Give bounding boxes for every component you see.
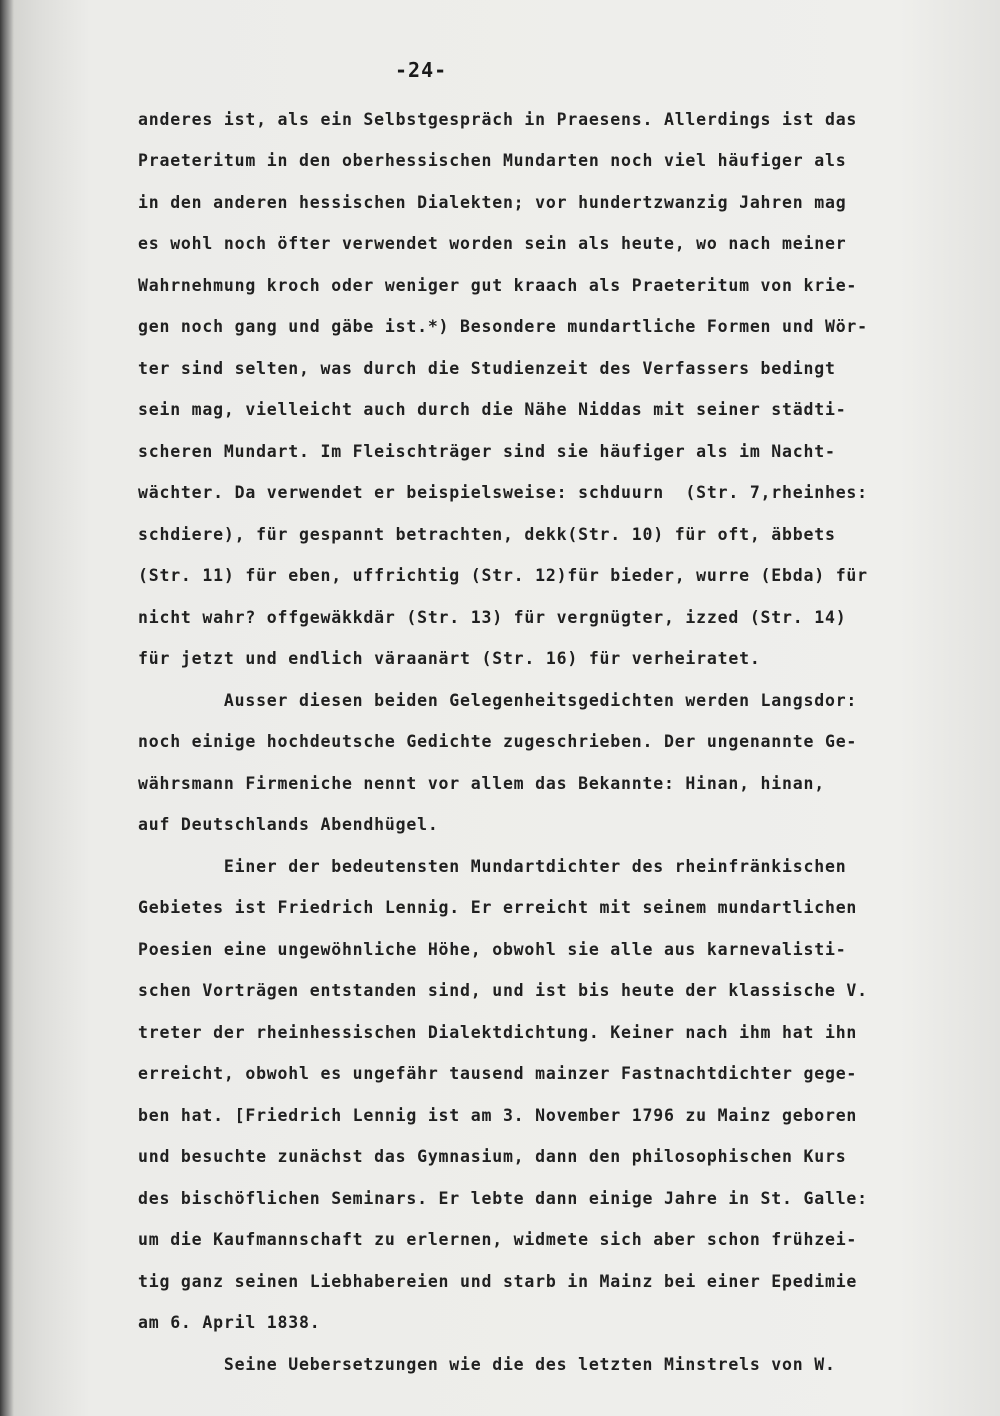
- text-line: anderes ist, als ein Selbstgespräch in Praesens. Allerdings ist das: [138, 110, 858, 129]
- text-line: sein mag, vielleicht auch durch die Nähe Niddas mit seiner städti-: [138, 400, 847, 419]
- text-line: Poesien eine ungewöhnliche Höhe, obwohl sie alle aus karnevalisti-: [138, 940, 847, 959]
- text-line: Einer der bedeutensten Mundartdichter des rheinfränkischen: [138, 857, 847, 876]
- text-line: scheren Mundart. Im Fleischträger sind sie häufiger als im Nacht-: [138, 442, 836, 461]
- text-line: um die Kaufmannschaft zu erlernen, widmete sich aber schon frühzei-: [138, 1230, 858, 1249]
- text-line: ben hat. [Friedrich Lennig ist am 3. November 1796 zu Mainz geboren: [138, 1106, 858, 1125]
- text-line: in den anderen hessischen Dialekten; vor hundertzwanzig Jahren mag: [138, 193, 847, 212]
- text-line: Ausser diesen beiden Gelegenheitsgedichten werden Langsdor:: [138, 691, 858, 710]
- text-line: schen Vorträgen entstanden sind, und ist bis heute der klassische V.: [138, 981, 868, 1000]
- text-line: Wahrnehmung kroch oder weniger gut kraach als Praeteritum von krie-: [138, 276, 858, 295]
- text-line: wächter. Da verwendet er beispielsweise: schduurn (Str. 7,rheinhes:: [138, 483, 868, 502]
- text-line: und besuchte zunächst das Gymnasium, dann den philosophischen Kurs: [138, 1147, 847, 1166]
- text-line: tig ganz seinen Liebhabereien und starb in Mainz bei einer Epedimie: [138, 1272, 858, 1291]
- text-line: schdiere), für gespannt betrachten, dekk(Str. 10) für oft, äbbets: [138, 525, 836, 544]
- text-line: treter der rheinhessischen Dialektdichtung. Keiner nach ihm hat ihn: [138, 1023, 858, 1042]
- text-line: auf Deutschlands Abendhügel.: [138, 815, 439, 834]
- text-line: nicht wahr? offgewäkkdär (Str. 13) für vergnügter, izzed (Str. 14): [138, 608, 847, 627]
- text-line: (Str. 11) für eben, uffrichtig (Str. 12)für bieder, wurre (Ebda) für: [138, 566, 868, 585]
- text-line: ter sind selten, was durch die Studienzeit des Verfassers bedingt: [138, 359, 836, 378]
- text-line: es wohl noch öfter verwendet worden sein als heute, wo nach meiner: [138, 234, 847, 253]
- text-line: erreicht, obwohl es ungefähr tausend mainzer Fastnachtdichter gege-: [138, 1064, 858, 1083]
- text-line: am 6. April 1838.: [138, 1313, 321, 1332]
- text-line: Seine Uebersetzungen wie die des letzten Minstrels von W.: [138, 1355, 836, 1374]
- text-line: Praeteritum in den oberhessischen Mundarten noch viel häufiger als: [138, 151, 847, 170]
- text-line: für jetzt und endlich väraanärt (Str. 16) für verheiratet.: [138, 649, 761, 668]
- page-number: -24-: [395, 58, 448, 82]
- text-line: gen noch gang und gäbe ist.*) Besondere mundartliche Formen und Wör-: [138, 317, 868, 336]
- binding-edge-shadow: [0, 0, 14, 1416]
- text-line: noch einige hochdeutsche Gedichte zugeschrieben. Der ungenannte Ge-: [138, 732, 858, 751]
- text-line: währsmann Firmeniche nennt vor allem das Bekannte: Hinan, hinan,: [138, 774, 825, 793]
- text-line: Gebietes ist Friedrich Lennig. Er erreicht mit seinem mundartlichen: [138, 898, 858, 917]
- text-line: des bischöflichen Seminars. Er lebte dann einige Jahre in St. Galle:: [138, 1189, 868, 1208]
